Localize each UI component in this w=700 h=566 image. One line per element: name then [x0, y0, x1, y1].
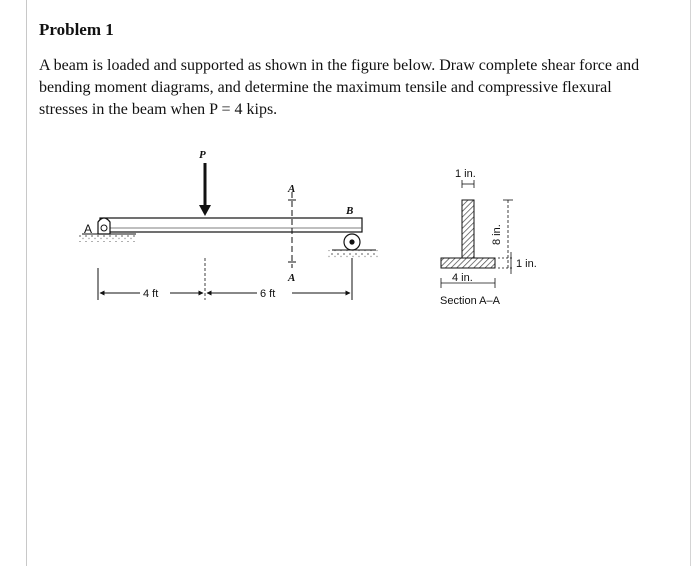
problem-title: Problem 1 [39, 20, 114, 39]
dim-right-label: 6 ft [260, 288, 276, 300]
support-b-label: B [346, 205, 354, 217]
problem-statement-line-3: stresses in the beam when P = 4 kips. [39, 101, 278, 118]
problem-statement-line-2: bending moment diagrams, and determine the maximum tensile and compressive flexural [39, 79, 612, 96]
height-label: 8 in. [491, 224, 503, 245]
section-bottom-label: A [288, 272, 296, 284]
flange-thickness-label: 1 in. [516, 258, 537, 270]
problem-statement-line-1: A beam is loaded and supported as shown in the figure below. Draw complete shear force and [39, 57, 640, 74]
beam [100, 218, 362, 232]
roller-support-b [328, 234, 378, 258]
load-p-label: P [199, 149, 206, 161]
flange-width-label: 4 in. [452, 272, 473, 284]
top-width-label: 1 in. [455, 168, 476, 180]
section-caption: Section A–A [440, 295, 500, 307]
section-top-label: A [288, 183, 296, 195]
dim-left-label: 4 ft [143, 288, 159, 300]
load-p-arrow [199, 163, 211, 216]
support-a-label: A [84, 222, 93, 236]
dimension-line [98, 258, 352, 300]
